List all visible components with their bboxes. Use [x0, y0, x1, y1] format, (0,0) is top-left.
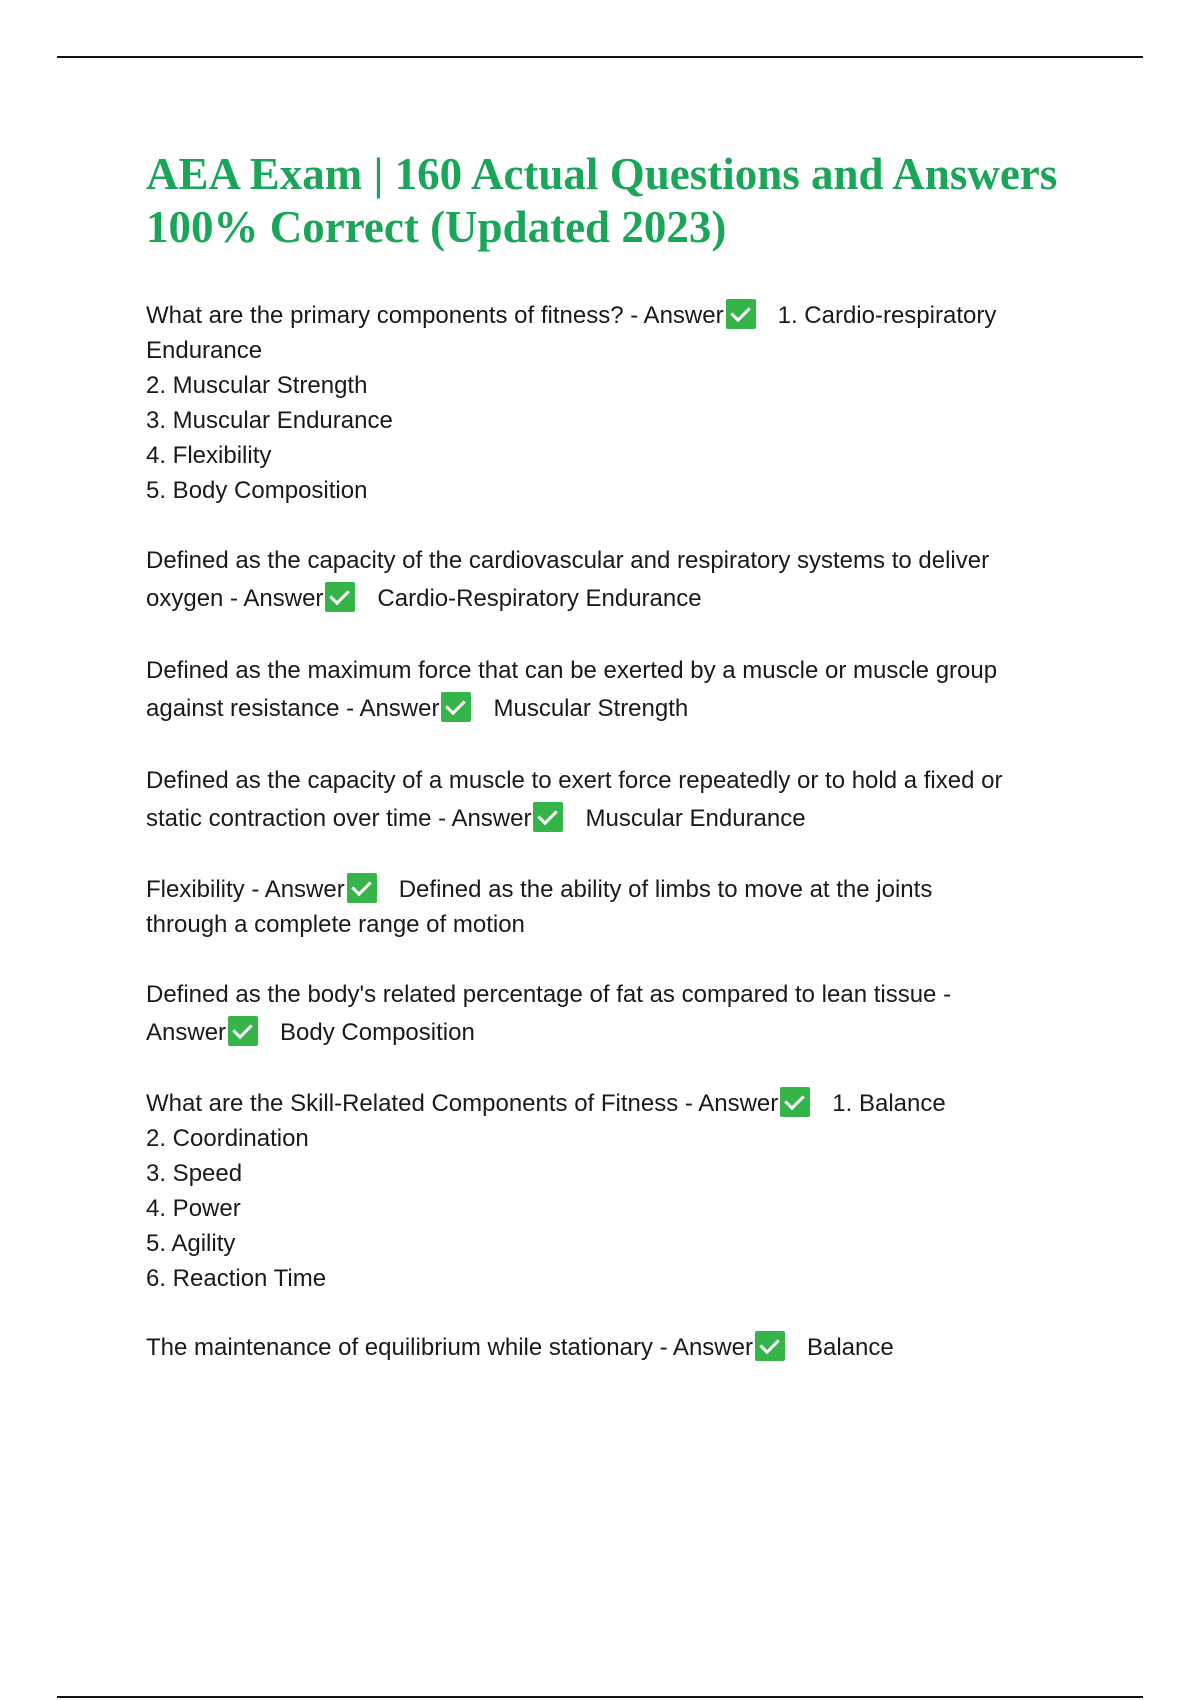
qa-item: [146, 762, 1086, 838]
checkmark-icon: [441, 692, 471, 722]
qa-item: [146, 1330, 1086, 1365]
answer-line: 5. Agility: [146, 1230, 236, 1257]
question-text: Defined as the maximum force that can be exerted by a muscle or muscle group: [146, 657, 998, 684]
bottom-rule: [57, 1696, 1143, 1698]
qa-row: [146, 580, 1086, 618]
answer-text: Muscular Endurance: [585, 805, 806, 832]
question-text: oxygen - Answer: [146, 585, 324, 612]
checkmark-icon: [755, 1331, 785, 1361]
checkmark-icon: [228, 1016, 258, 1046]
answer-line: 4. Power: [146, 1195, 241, 1222]
checkmark-icon: [325, 582, 355, 612]
checkmark-icon: [726, 299, 756, 329]
answer-line: 4. Flexibility: [146, 442, 272, 469]
qa-row: [146, 1086, 1086, 1121]
qa-row: [146, 690, 1086, 728]
qa-row: [146, 872, 1086, 907]
title-line-1: AEA Exam | 160 Actual Questions and Answers: [146, 149, 1058, 199]
top-rule: [57, 56, 1143, 58]
answer-text: Defined as the ability of limbs to move at the joints: [398, 876, 933, 903]
question-text: What are the Skill-Related Components of Fitness - Answer: [146, 1090, 779, 1117]
answer-text: 1. Balance: [832, 1090, 946, 1117]
title-line-2: 100% Correct (Updated 2023): [146, 202, 727, 252]
qa-item: [146, 652, 1086, 728]
question-text: Defined as the body's related percentage of fat as compared to lean tissue -: [146, 981, 952, 1008]
answer-line: 3. Muscular Endurance: [146, 407, 393, 434]
checkmark-icon: [780, 1087, 810, 1117]
answer-line: 6. Reaction Time: [146, 1265, 327, 1292]
answer-line: Endurance: [146, 337, 263, 364]
qa-row: [146, 1330, 1086, 1365]
question-text: The maintenance of equilibrium while stationary - Answer: [146, 1334, 753, 1361]
answer-text: Cardio-Respiratory Endurance: [377, 585, 702, 612]
qa-item: [146, 1086, 1086, 1296]
question-text: static contraction over time - Answer: [146, 805, 532, 832]
checkmark-icon: [347, 873, 377, 903]
answer-text: Muscular Strength: [493, 695, 689, 722]
question-text: Defined as the capacity of a muscle to exert force repeatedly or to hold a fixed or: [146, 767, 1003, 794]
qa-item: [146, 872, 1086, 942]
answer-line: 5. Body Composition: [146, 477, 368, 504]
answer-line: 2. Muscular Strength: [146, 372, 368, 399]
question-text: Flexibility - Answer: [146, 876, 345, 903]
qa-item: [146, 542, 1086, 618]
qa-row: [146, 800, 1086, 838]
document-title: [146, 148, 1106, 254]
answer-line: 3. Speed: [146, 1160, 243, 1187]
answer-text: Body Composition: [280, 1019, 475, 1046]
qa-list: [146, 298, 1086, 1399]
question-text: Defined as the capacity of the cardiovascular and respiratory systems to deliver: [146, 547, 990, 574]
qa-item: [146, 976, 1086, 1052]
question-text: against resistance - Answer: [146, 695, 440, 722]
question-text: What are the primary components of fitness? - Answer: [146, 302, 724, 329]
answer-text: 1. Cardio-respiratory: [777, 302, 997, 329]
checkmark-icon: [533, 802, 563, 832]
question-text: Answer: [146, 1019, 227, 1046]
qa-row: [146, 298, 1086, 333]
answer-line: through a complete range of motion: [146, 911, 525, 938]
qa-item: [146, 298, 1086, 508]
answer-text: Balance: [806, 1334, 894, 1361]
answer-line: 2. Coordination: [146, 1125, 309, 1152]
qa-row: [146, 1014, 1086, 1052]
